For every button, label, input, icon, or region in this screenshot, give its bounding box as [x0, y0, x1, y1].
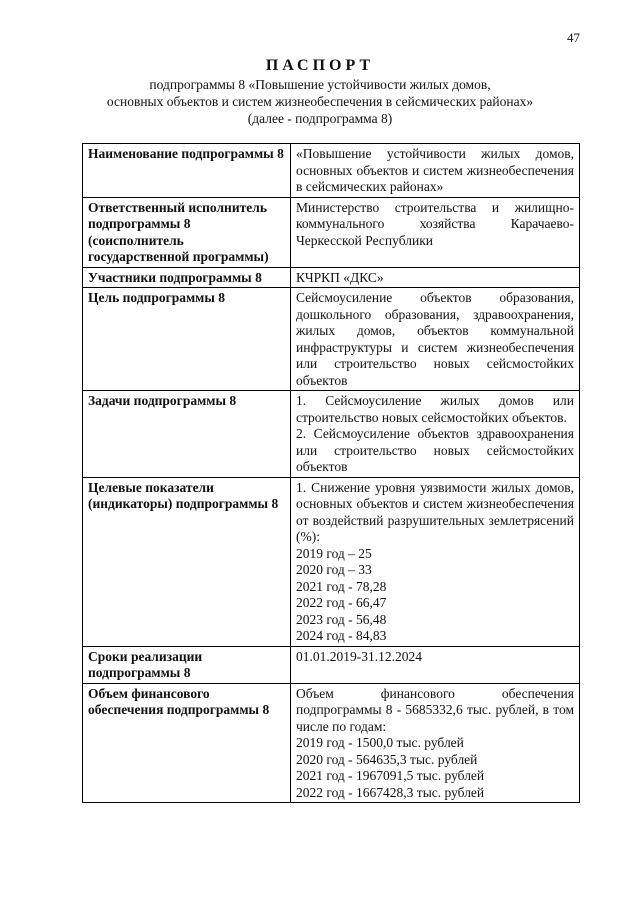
passport-heading	[0, 56, 640, 127]
row-value	[291, 683, 580, 803]
task-item: 2. Сейсмоусиление объектов здравоохранения или строительство новых сейсмостойких объектов	[296, 426, 574, 474]
passport-table	[82, 143, 580, 803]
page-number: 47	[567, 30, 580, 45]
subtitle-line: подпрограммы 8 «Повышение устойчивости жилых домов,	[149, 77, 491, 92]
funding-year: 2020 год - 564635,3 тыс. рублей	[296, 751, 478, 767]
indicator-year: 2024 год - 84,83	[296, 628, 387, 643]
row-label: Задачи подпрограммы 8	[83, 391, 291, 478]
row-value	[291, 391, 580, 478]
row-label: Наименование подпрограммы 8	[83, 144, 291, 198]
indicator-year: 2020 год – 33	[296, 562, 372, 577]
row-label: Целевые показатели (индикаторы) подпрограммы 8	[83, 477, 291, 646]
document-title: ПАСПОРТ	[265, 57, 375, 74]
row-label: Цель подпрограммы 8	[83, 288, 291, 391]
subtitle-line: (далее - подпрограмма 8)	[247, 111, 393, 126]
row-value: «Повышение устойчивости жилых домов, основных объектов и систем жизнеобеспечения в сейсмических районах»	[291, 144, 580, 198]
indicator-year: 2021 год - 78,28	[296, 578, 387, 594]
row-value	[291, 477, 580, 646]
task-item: 1. Сейсмоусиление жилых домов или строительство новых сейсмостойких объектов.	[296, 393, 574, 425]
row-value: КЧРКП «ДКС»	[291, 267, 580, 288]
row-label: Ответственный исполнитель подпрограммы 8 (соисполнитель государственной программы)	[83, 197, 291, 267]
subtitle-line: основных объектов и систем жизнеобеспечения в сейсмических районах»	[106, 94, 534, 109]
row-value: Министерство строительства и жилищно-коммунального хозяйства Карачаево-Черкесской Республики	[291, 197, 580, 267]
indicator-year: 2019 год – 25	[296, 545, 372, 561]
table-row	[83, 477, 580, 646]
row-value: 01.01.2019-31.12.2024	[291, 646, 580, 683]
funding-year: 2021 год - 1967091,5 тыс. рублей	[296, 768, 485, 783]
table-row	[83, 391, 580, 478]
funding-total: Объем финансового обеспечения подпрограммы 8 - 5685332,6 тыс. рублей, в том числе по годам:	[296, 685, 574, 734]
row-label: Участники подпрограммы 8	[83, 267, 291, 288]
indicator-year: 2022 год - 66,47	[296, 595, 387, 610]
table-row	[83, 646, 580, 683]
table-row	[83, 288, 580, 391]
indicator-year: 2023 год - 56,48	[296, 611, 387, 627]
table-row	[83, 683, 580, 803]
row-label: Объем финансового обеспечения подпрограммы 8	[83, 683, 291, 803]
row-value: Сейсмоусиление объектов образования, дошкольного образования, здравоохранения, жилых домов, объектов коммунальной инфраструктуры и систем жизнеобеспечения или строительство новых сейсмостойких объектов	[291, 288, 580, 391]
indicator-description: 1. Снижение уровня уязвимости жилых домов, основных объектов и систем жизнеобеспечения от воздействий разрушительных землетрясений (%):	[296, 479, 574, 544]
table-row	[83, 197, 580, 267]
table-row	[83, 267, 580, 288]
funding-year: 2022 год - 1667428,3 тыс. рублей	[296, 784, 485, 800]
funding-year: 2019 год - 1500,0 тыс. рублей	[296, 735, 464, 750]
row-label: Сроки реализации подпрограммы 8	[83, 646, 291, 683]
table-row	[83, 144, 580, 198]
